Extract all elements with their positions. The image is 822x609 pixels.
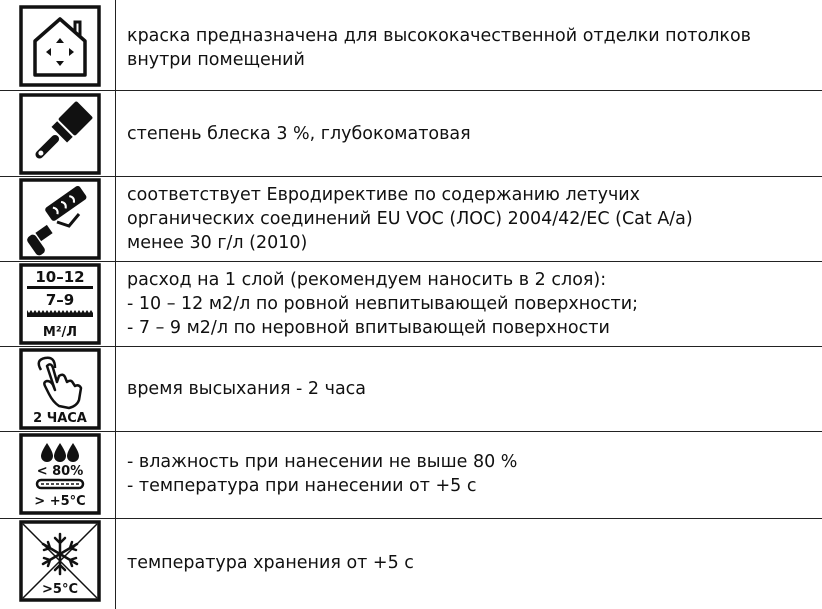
row-divider (0, 346, 822, 347)
text-line: менее 30 г/л (2010) (127, 233, 308, 253)
row-text (127, 93, 817, 175)
text-line: - температура при нанесении от +5 с (127, 476, 477, 496)
drying-time-label: 2 ЧАСА (33, 411, 87, 426)
humidity-value: < 80% (36, 464, 84, 479)
coverage-icon (19, 263, 101, 345)
text-line: краска предназначена для высококачественной отделки потолков (127, 26, 751, 46)
row-text (127, 348, 817, 430)
text-line: - влажность при нанесении не выше 80 % (127, 452, 518, 472)
paint-roller-icon (19, 178, 101, 260)
row-divider (0, 261, 822, 262)
text-line: температура хранения от +5 с (127, 553, 414, 573)
coverage-rough-value: 7–9 (45, 291, 75, 309)
text-line: - 7 – 9 м2/л по неровной впитывающей поверхности (127, 318, 610, 338)
coverage-unit: М²/Л (42, 325, 78, 340)
text-line: внутри помещений (127, 50, 305, 70)
row-text (127, 178, 817, 260)
row-divider (0, 90, 822, 91)
humidity-temperature-icon (19, 433, 101, 515)
text-line: органических соединений EU VOC (ЛОС) 2004/42/EC (Cat A/a) (127, 209, 693, 229)
brush-icon (19, 93, 101, 175)
snowflake-icon (19, 520, 101, 602)
row-text (127, 522, 817, 604)
row-divider (0, 518, 822, 519)
text-line: - 10 – 12 м2/л по ровной невпитывающей поверхности; (127, 294, 638, 314)
house-icon (19, 5, 101, 87)
row-divider (0, 431, 822, 432)
text-line: соответствует Евродирективе по содержанию летучих (127, 185, 641, 205)
temperature-value: > +5°C (34, 494, 86, 509)
coverage-smooth-value: 10–12 (35, 268, 85, 286)
storage-temperature-value: >5°C (42, 582, 78, 597)
text-line: степень блеска 3 %, глубокоматовая (127, 124, 471, 144)
text-line: время высыхания - 2 часа (127, 379, 367, 399)
row-divider (0, 176, 822, 177)
row-text (127, 263, 817, 345)
text-line: расход на 1 слой (рекомендуем наносить в 2 слоя): (127, 270, 607, 290)
row-text (127, 8, 817, 88)
row-text (127, 433, 817, 515)
finger-touch-icon (19, 348, 101, 430)
